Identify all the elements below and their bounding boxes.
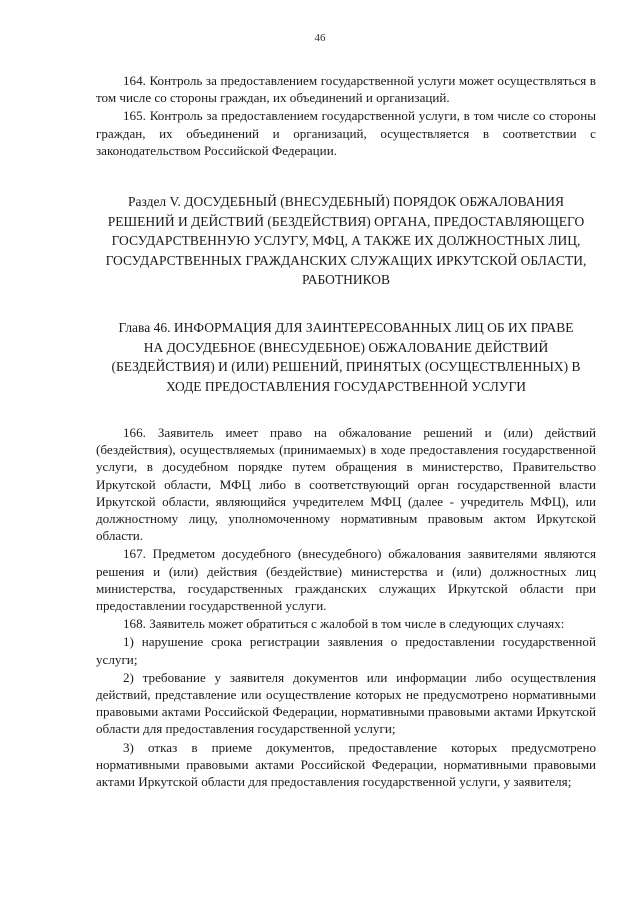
top-paragraphs <box>96 72 596 160</box>
paragraph-164: 164. Контроль за предоставлением государственной услуги может осуществляться в том числе со стороны граждан, их объединений и организаций. <box>96 73 596 106</box>
list-item-3: 3) отказ в приеме документов, предоставление которых предусмотрено нормативными правовыми актами Российской Федерации, нормативными правовыми актами Иркутской области для предоставления государственной услуги, у заявителя; <box>96 739 596 790</box>
paragraph-167: 167. Предметом досудебного (внесудебного) обжалования заявителями являются решения и (или) действия (бездействие) министерства и (или) должностных лиц министерства, государственных гражданских служащих Иркутской области при предоставлении государственной услуги. <box>96 546 596 614</box>
section-heading-block <box>98 192 594 290</box>
section-heading: Раздел V. ДОСУДЕБНЫЙ (ВНЕСУДЕБНЫЙ) ПОРЯДОК ОБЖАЛОВАНИЯ РЕШЕНИЙ И ДЕЙСТВИЙ (БЕЗДЕЙСТВИЯ) ОРГАНА, ПРЕДОСТАВЛЯЮЩЕГО ГОСУДАРСТВЕННУЮ УСЛУГУ, МФЦ, А ТАКЖЕ ИХ ДОЛЖНОСТНЫХ ЛИЦ, ГОСУДАРСТВЕННЫХ ГРАЖДАНСКИХ СЛУЖАЩИХ ИРКУТСКОЙ ОБЛАСТИ, РАБОТНИКОВ <box>105 194 587 288</box>
chapter-heading: Глава 46. ИНФОРМАЦИЯ ДЛЯ ЗАИНТЕРЕСОВАННЫХ ЛИЦ ОБ ИХ ПРАВЕ НА ДОСУДЕБНОЕ (ВНЕСУДЕБНОЕ) ОБЖАЛОВАНИЕ ДЕЙСТВИЙ (БЕЗДЕЙСТВИЯ) И (ИЛИ) РЕШЕНИЙ, ПРИНЯТЫХ (ОСУЩЕСТВЛЕННЫХ) В ХОДЕ ПРЕДОСТАВЛЕНИЯ ГОСУДАРСТВЕННОЙ УСЛУГИ <box>111 320 581 394</box>
page-number: 46 <box>314 32 326 44</box>
paragraph-166: 166. Заявитель имеет право на обжалование решений и (или) действий (бездействия), осуществляемых (принимаемых) в ходе предоставления государственной услуги, в досудебном порядке путем обращения в министерство, Правительство Иркутской области, МФЦ либо в соответствующий орган государственной власти Иркутской области, являющийся учредителем МФЦ (далее - учредитель МФЦ), или должностному лицу, уполномоченному нормативным правовым актом Иркутской области. <box>96 425 596 544</box>
main-paragraphs <box>96 424 596 791</box>
list-item-1: 1) нарушение срока регистрации заявления о предоставлении государственной услуги; <box>96 634 596 667</box>
list-item-2: 2) требование у заявителя документов или информации либо осуществления действий, представление или осуществление которых не предусмотрено нормативными правовыми актами Российской Федерации, нормативными правовыми актами Иркутской области для предоставления государственной услуги; <box>96 669 596 737</box>
chapter-heading-block <box>110 318 582 396</box>
paragraph-165: 165. Контроль за предоставлением государственной услуги, в том числе со стороны граждан, их объединений и организаций, осуществляется в соответствии с законодательством Российской Федерации. <box>96 108 596 158</box>
paragraph-168: 168. Заявитель может обратиться с жалобой в том числе в следующих случаях: <box>123 616 565 632</box>
